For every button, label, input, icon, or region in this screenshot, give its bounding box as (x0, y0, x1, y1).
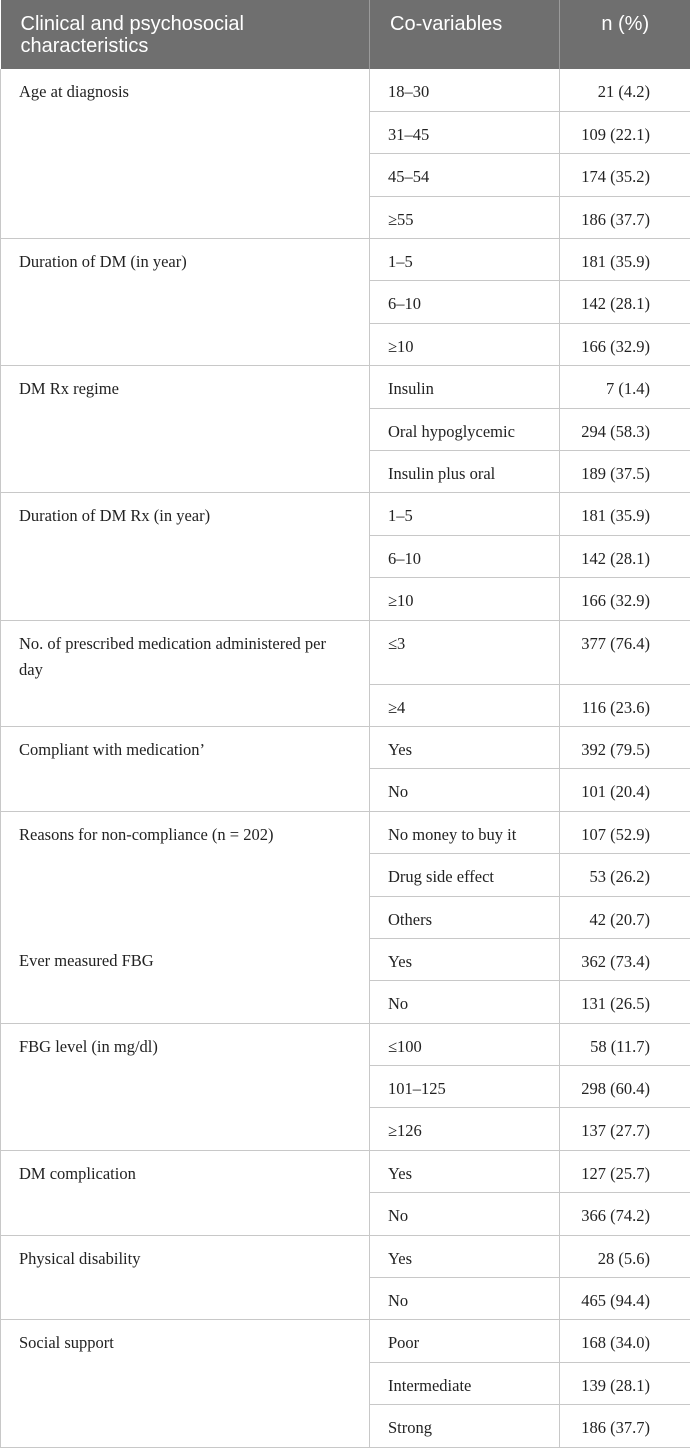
table-row (1, 535, 690, 577)
table-row (1, 1193, 690, 1235)
table-row (1, 938, 690, 980)
header-row (1, 0, 690, 69)
row-label: Ever measured FBG (1, 938, 370, 980)
table-row (1, 1108, 690, 1150)
count-cell: 42 (20.7) (560, 896, 690, 938)
covariable-cell: Yes (370, 726, 560, 768)
table-row (1, 620, 690, 684)
covariable-cell: No (370, 981, 560, 1023)
count-cell: 186 (37.7) (560, 1405, 690, 1447)
count-cell: 107 (52.9) (560, 811, 690, 853)
covariable-cell: Yes (370, 1235, 560, 1277)
row-label: Compliant with medication’ (1, 726, 370, 768)
table-row (1, 1235, 690, 1277)
table-row (1, 366, 690, 408)
covariable-cell: ≥10 (370, 323, 560, 365)
table-row (1, 154, 690, 196)
row-label: DM complication (1, 1150, 370, 1192)
table-row (1, 769, 690, 811)
covariable-cell: Yes (370, 1150, 560, 1192)
count-cell: 137 (27.7) (560, 1108, 690, 1150)
row-label (1, 1066, 370, 1108)
table-row (1, 1066, 690, 1108)
row-label (1, 981, 370, 1023)
covariable-cell: ≥4 (370, 684, 560, 726)
row-label (1, 1278, 370, 1320)
table-row (1, 196, 690, 238)
table-row (1, 981, 690, 1023)
row-label: Duration of DM Rx (in year) (1, 493, 370, 535)
table-row (1, 726, 690, 768)
covariable-cell: ≤100 (370, 1023, 560, 1065)
covariable-cell: Insulin plus oral (370, 451, 560, 493)
row-label: Physical disability (1, 1235, 370, 1277)
count-cell: 189 (37.5) (560, 451, 690, 493)
table-row (1, 578, 690, 620)
table-row (1, 451, 690, 493)
covariable-cell: Insulin (370, 366, 560, 408)
covariable-cell: No (370, 1193, 560, 1235)
covariable-cell: ≤3 (370, 620, 560, 684)
row-label: FBG level (in mg/dl) (1, 1023, 370, 1065)
count-cell: 168 (34.0) (560, 1320, 690, 1362)
table-row (1, 408, 690, 450)
row-label (1, 281, 370, 323)
row-label: Social support (1, 1320, 370, 1362)
count-cell: 7 (1.4) (560, 366, 690, 408)
header-n-percent: n (%) (560, 0, 690, 69)
covariable-cell: No money to buy it (370, 811, 560, 853)
covariable-cell: Oral hypoglycemic (370, 408, 560, 450)
covariable-cell: Strong (370, 1405, 560, 1447)
table-row (1, 811, 690, 853)
row-label (1, 1193, 370, 1235)
row-label (1, 769, 370, 811)
row-label (1, 1405, 370, 1447)
count-cell: 377 (76.4) (560, 620, 690, 684)
count-cell: 181 (35.9) (560, 493, 690, 535)
covariable-cell: 6–10 (370, 281, 560, 323)
table-row (1, 896, 690, 938)
count-cell: 142 (28.1) (560, 281, 690, 323)
covariable-cell: 31–45 (370, 111, 560, 153)
count-cell: 109 (22.1) (560, 111, 690, 153)
row-label (1, 1108, 370, 1150)
covariable-cell: Intermediate (370, 1362, 560, 1404)
row-label: DM Rx regime (1, 366, 370, 408)
table-row (1, 854, 690, 896)
covariable-cell: 45–54 (370, 154, 560, 196)
table-row (1, 111, 690, 153)
row-label: Age at diagnosis (1, 69, 370, 111)
table-row (1, 69, 690, 111)
count-cell: 131 (26.5) (560, 981, 690, 1023)
header-characteristics: Clinical and psychosocial characteristics (1, 0, 370, 69)
row-label (1, 1362, 370, 1404)
count-cell: 58 (11.7) (560, 1023, 690, 1065)
count-cell: 465 (94.4) (560, 1278, 690, 1320)
row-label (1, 854, 370, 896)
table-row (1, 684, 690, 726)
count-cell: 53 (26.2) (560, 854, 690, 896)
covariable-cell: Drug side effect (370, 854, 560, 896)
count-cell: 186 (37.7) (560, 196, 690, 238)
count-cell: 362 (73.4) (560, 938, 690, 980)
covariable-cell: 101–125 (370, 1066, 560, 1108)
covariable-cell: 18–30 (370, 69, 560, 111)
covariable-cell: Others (370, 896, 560, 938)
row-label (1, 323, 370, 365)
row-label (1, 196, 370, 238)
count-cell: 101 (20.4) (560, 769, 690, 811)
count-cell: 166 (32.9) (560, 323, 690, 365)
row-label (1, 154, 370, 196)
covariable-cell: 1–5 (370, 239, 560, 281)
count-cell: 21 (4.2) (560, 69, 690, 111)
count-cell: 28 (5.6) (560, 1235, 690, 1277)
covariable-cell: ≥10 (370, 578, 560, 620)
table-row (1, 1278, 690, 1320)
row-label (1, 111, 370, 153)
count-cell: 166 (32.9) (560, 578, 690, 620)
row-label: Reasons for non-compliance (n = 202) (1, 811, 370, 853)
table-row (1, 1023, 690, 1065)
table-row (1, 1362, 690, 1404)
table-row (1, 323, 690, 365)
covariable-cell: ≥55 (370, 196, 560, 238)
count-cell: 294 (58.3) (560, 408, 690, 450)
covariable-cell: 6–10 (370, 535, 560, 577)
covariable-cell: 1–5 (370, 493, 560, 535)
table-row (1, 239, 690, 281)
row-label (1, 684, 370, 726)
header-covariables: Co-variables (370, 0, 560, 69)
row-label (1, 896, 370, 938)
count-cell: 392 (79.5) (560, 726, 690, 768)
table-row (1, 1405, 690, 1447)
covariable-cell: Yes (370, 938, 560, 980)
count-cell: 139 (28.1) (560, 1362, 690, 1404)
table-row (1, 1150, 690, 1192)
count-cell: 116 (23.6) (560, 684, 690, 726)
covariable-cell: No (370, 1278, 560, 1320)
count-cell: 174 (35.2) (560, 154, 690, 196)
count-cell: 366 (74.2) (560, 1193, 690, 1235)
table-row (1, 1320, 690, 1362)
covariable-cell: Poor (370, 1320, 560, 1362)
covariable-cell: ≥126 (370, 1108, 560, 1150)
covariable-cell: No (370, 769, 560, 811)
row-label (1, 451, 370, 493)
count-cell: 142 (28.1) (560, 535, 690, 577)
row-label (1, 535, 370, 577)
row-label: Duration of DM (in year) (1, 239, 370, 281)
row-label (1, 408, 370, 450)
table-row (1, 493, 690, 535)
row-label (1, 578, 370, 620)
table-row (1, 281, 690, 323)
count-cell: 181 (35.9) (560, 239, 690, 281)
row-label: No. of prescribed medication administered per day (1, 620, 370, 684)
count-cell: 127 (25.7) (560, 1150, 690, 1192)
count-cell: 298 (60.4) (560, 1066, 690, 1108)
